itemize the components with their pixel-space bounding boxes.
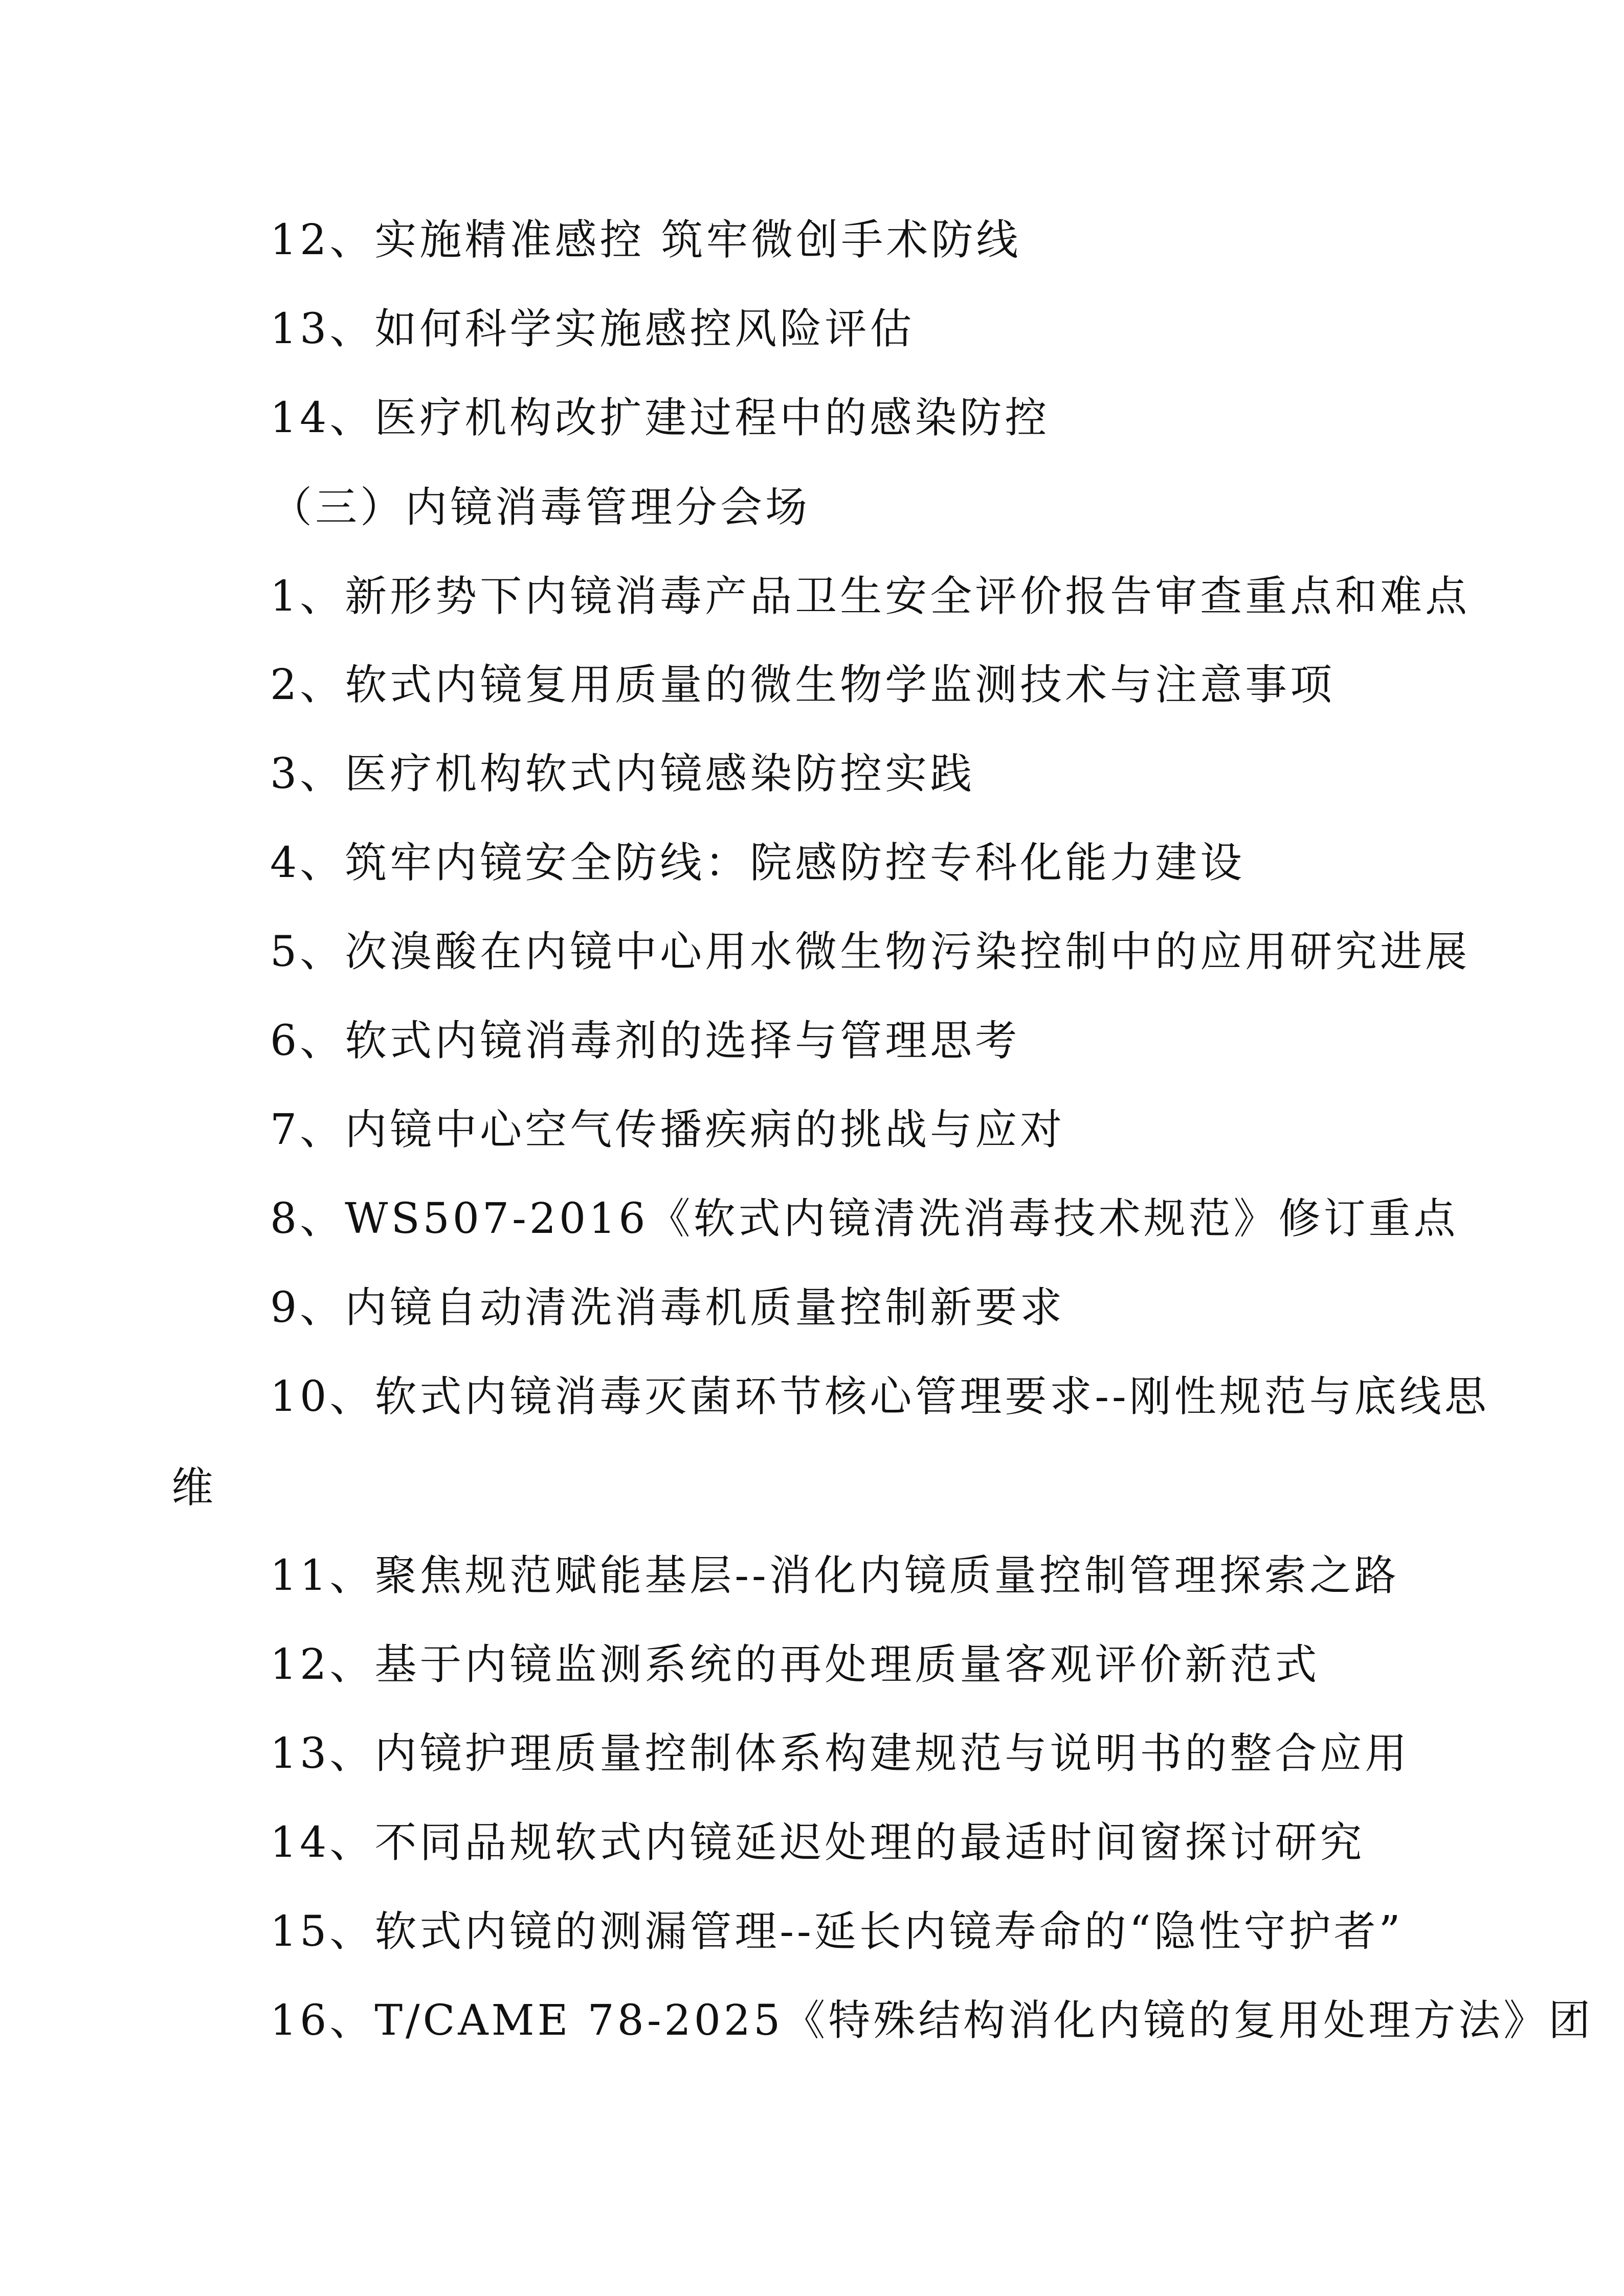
list-item: 16、T/CAME 78-2025《特殊结构消化内镜的复用处理方法》团 — [270, 1996, 1594, 2045]
list-item: 6、软式内镜消毒剂的选择与管理思考 — [270, 1017, 1020, 1065]
list-item: 14、医疗机构改扩建过程中的感染防控 — [270, 394, 1050, 442]
list-item: 2、软式内镜复用质量的微生物学监测技术与注意事项 — [270, 661, 1336, 709]
list-item: 13、内镜护理质量控制体系构建规范与说明书的整合应用 — [270, 1729, 1410, 1778]
section-heading: （三）内镜消毒管理分会场 — [270, 483, 811, 532]
list-item-continuation: 维 — [171, 1464, 217, 1512]
list-item: 4、筑牢内镜安全防线：院感防控专科化能力建设 — [270, 839, 1245, 887]
list-item: 13、如何科学实施感控风险评估 — [270, 305, 915, 353]
list-item: 12、实施精准感控 筑牢微创手术防线 — [270, 216, 1021, 264]
list-item: 7、内镜中心空气传播疾病的挑战与应对 — [270, 1106, 1065, 1154]
list-item: 9、内镜自动清洗消毒机质量控制新要求 — [270, 1284, 1065, 1332]
list-item: 1、新形势下内镜消毒产品卫生安全评价报告审查重点和难点 — [270, 572, 1471, 621]
list-item: 14、不同品规软式内镜延迟处理的最适时间窗探讨研究 — [270, 1818, 1365, 1867]
list-item: 3、医疗机构软式内镜感染防控实践 — [270, 750, 975, 798]
list-item: 8、WS507-2016《软式内镜清洗消毒技术规范》修订重点 — [270, 1195, 1459, 1243]
list-item: 12、基于内镜监测系统的再处理质量客观评价新范式 — [270, 1640, 1320, 1689]
list-item: 11、聚焦规范赋能基层--消化内镜质量控制管理探索之路 — [270, 1551, 1399, 1600]
list-item: 15、软式内镜的测漏管理--延长内镜寿命的“隐性守护者” — [270, 1907, 1404, 1956]
list-item: 5、次溴酸在内镜中心用水微生物污染控制中的应用研究进展 — [270, 928, 1471, 976]
list-item: 10、软式内镜消毒灭菌环节核心管理要求--刚性规范与底线思 — [270, 1372, 1489, 1421]
